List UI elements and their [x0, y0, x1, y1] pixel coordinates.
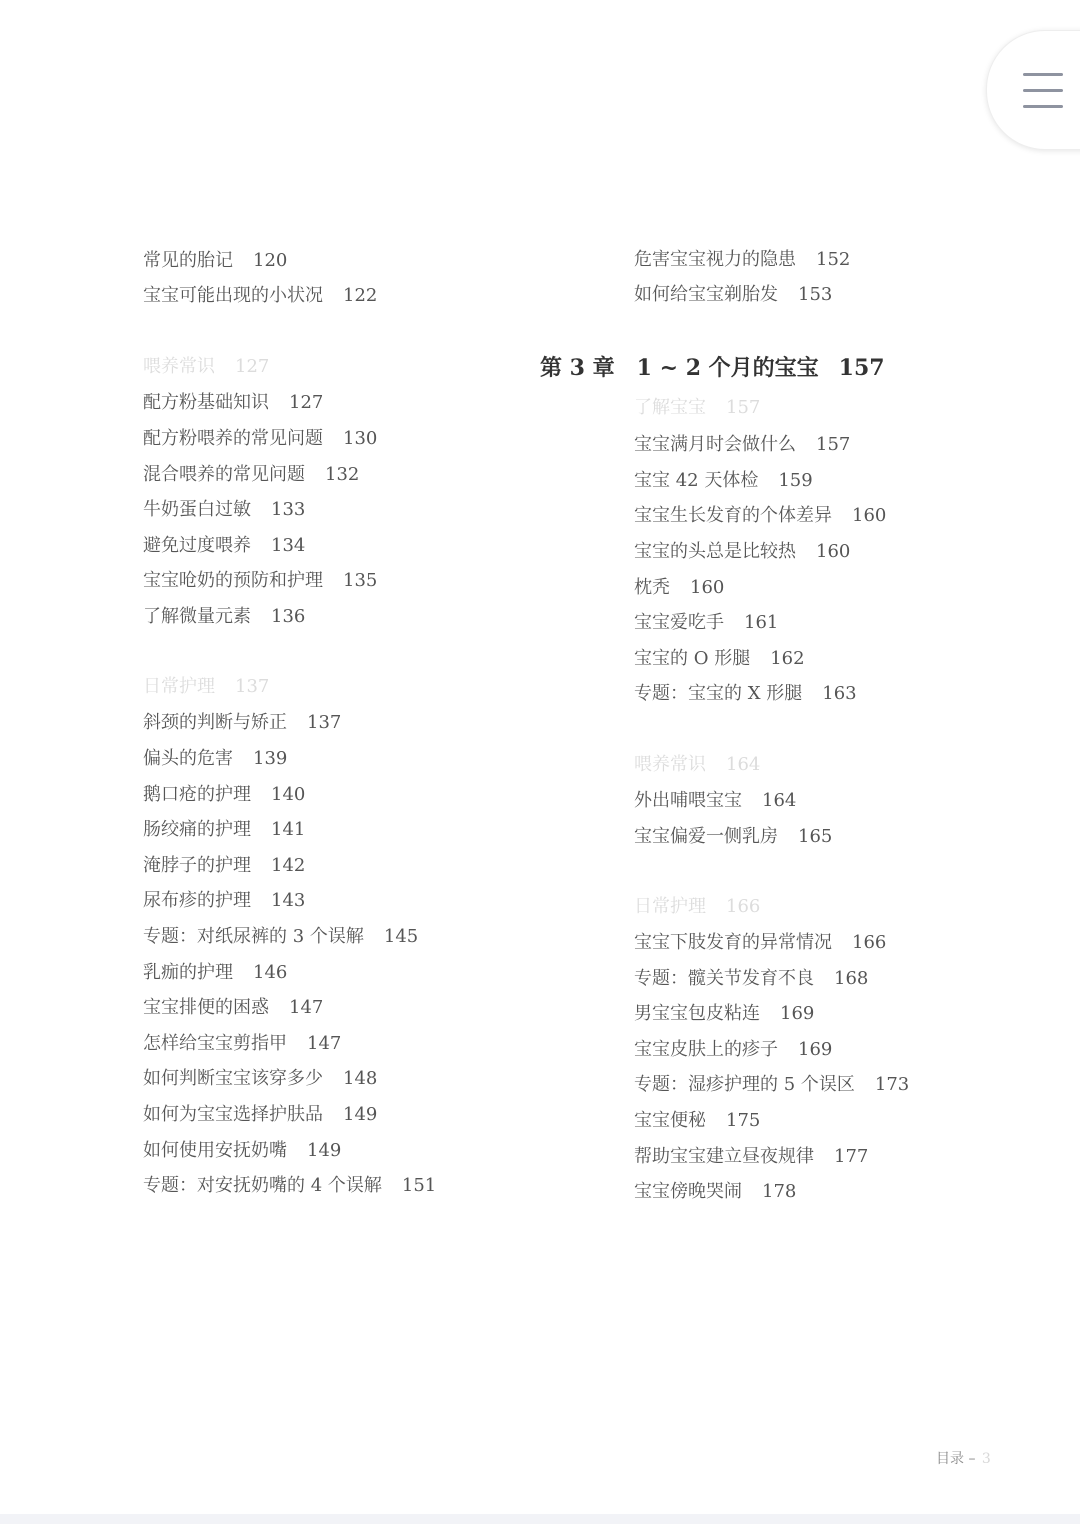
toc-entry[interactable]: 肠绞痛的护理 141: [143, 819, 306, 840]
section-heading[interactable]: 了解宝宝 157: [634, 397, 761, 418]
toc-entry[interactable]: 怎样给宝宝剪指甲 147: [143, 1033, 342, 1054]
toc-entry[interactable]: 牛奶蛋白过敏 133: [143, 499, 306, 520]
toc-entry[interactable]: 鹅口疮的护理 140: [143, 784, 306, 805]
toc-entry[interactable]: 混合喂养的常见问题 132: [143, 464, 360, 485]
toc-entry[interactable]: 偏头的危害 139: [143, 748, 288, 769]
toc-entry[interactable]: 专题：宝宝的 X 形腿 163: [634, 683, 857, 704]
toc-entry[interactable]: 宝宝满月时会做什么 157: [634, 434, 851, 455]
toc-entry[interactable]: 宝宝傍晚哭闹 178: [634, 1181, 797, 1202]
toc-entry[interactable]: 专题：湿疹护理的 5 个误区 173: [634, 1074, 910, 1095]
toc-entry[interactable]: 如何为宝宝选择护肤品 149: [143, 1104, 378, 1125]
hamburger-menu-icon-bar: [1023, 105, 1063, 108]
toc-entry[interactable]: 如何给宝宝剃胎发 153: [634, 284, 833, 305]
toc-entry[interactable]: 专题：对安抚奶嘴的 4 个误解 151: [143, 1175, 437, 1196]
menu-button[interactable]: [986, 30, 1080, 150]
toc-entry[interactable]: 斜颈的判断与矫正 137: [143, 712, 342, 733]
section-heading[interactable]: 喂养常识 127: [143, 356, 270, 377]
toc-entry[interactable]: 男宝宝包皮粘连 169: [634, 1003, 815, 1024]
toc-entry[interactable]: 乳痂的护理 146: [143, 962, 288, 983]
toc-entry[interactable]: 宝宝皮肤上的疹子 169: [634, 1039, 833, 1060]
toc-entry[interactable]: 危害宝宝视力的隐患 152: [634, 249, 851, 270]
toc-entry[interactable]: 枕秃 160: [634, 577, 725, 598]
chapter-heading[interactable]: 第 3 章 1 ~ 2 个月的宝宝 157: [540, 355, 885, 381]
toc-entry[interactable]: 如何使用安抚奶嘴 149: [143, 1140, 342, 1161]
toc-entry[interactable]: 宝宝的头总是比较热 160: [634, 541, 851, 562]
toc-entry[interactable]: 帮助宝宝建立昼夜规律 177: [634, 1146, 869, 1167]
toc-entry[interactable]: 宝宝的 O 形腿 162: [634, 648, 805, 669]
toc-entry[interactable]: 宝宝呛奶的预防和护理 135: [143, 570, 378, 591]
toc-entry[interactable]: 宝宝下肢发育的异常情况 166: [634, 932, 887, 953]
toc-entry[interactable]: 如何判断宝宝该穿多少 148: [143, 1068, 378, 1089]
toc-entry[interactable]: 避免过度喂养 134: [143, 535, 306, 556]
toc-entry[interactable]: 专题：对纸尿裤的 3 个误解 145: [143, 926, 419, 947]
toc-entry[interactable]: 宝宝偏爱一侧乳房 165: [634, 826, 833, 847]
toc-entry[interactable]: 宝宝排便的困惑 147: [143, 997, 324, 1018]
page-footer: 目录 – 3: [936, 1451, 991, 1467]
bottom-strip: [0, 1514, 1080, 1524]
section-heading[interactable]: 日常护理 166: [634, 896, 761, 917]
toc-entry[interactable]: 宝宝可能出现的小状况 122: [143, 285, 378, 306]
section-heading[interactable]: 日常护理 137: [143, 676, 270, 697]
section-heading[interactable]: 喂养常识 164: [634, 754, 761, 775]
toc-entry[interactable]: 常见的胎记 120: [143, 250, 288, 271]
toc-entry[interactable]: 宝宝生长发育的个体差异 160: [634, 505, 887, 526]
toc-entry[interactable]: 宝宝 42 天体检 159: [634, 470, 813, 491]
toc-entry[interactable]: 配方粉基础知识 127: [143, 392, 324, 413]
hamburger-menu-icon-bar: [1023, 89, 1063, 92]
toc-entry[interactable]: 专题：髋关节发育不良 168: [634, 968, 869, 989]
toc-entry[interactable]: 尿布疹的护理 143: [143, 890, 306, 911]
toc-entry[interactable]: 宝宝爱吃手 161: [634, 612, 779, 633]
toc-entry[interactable]: 宝宝便秘 175: [634, 1110, 761, 1131]
toc-entry[interactable]: 了解微量元素 136: [143, 606, 306, 627]
toc-entry[interactable]: 配方粉喂养的常见问题 130: [143, 428, 378, 449]
hamburger-menu-icon: [1023, 73, 1063, 76]
toc-entry[interactable]: 淹脖子的护理 142: [143, 855, 306, 876]
toc-entry[interactable]: 外出哺喂宝宝 164: [634, 790, 797, 811]
